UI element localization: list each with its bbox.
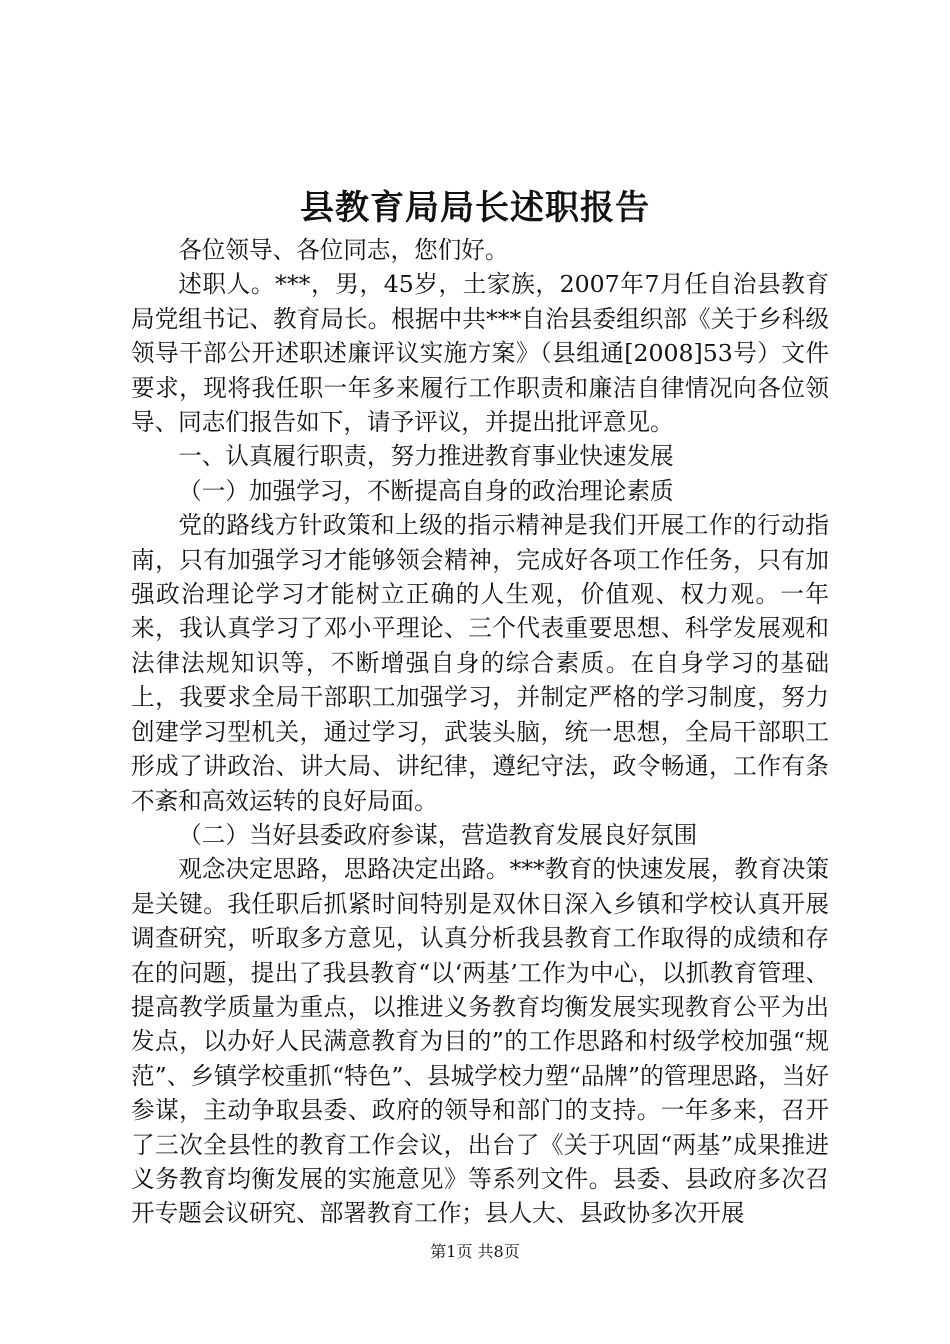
- page-title: 县教育局局长述职报告: [300, 188, 650, 228]
- greeting-paragraph: 各位领导、各位同志，您们好。: [178, 236, 509, 264]
- intro-paragraph: 述职人。***，男，45岁，土家族，2007年7月任自治县教育局党组书记、教育局长。根据中共***自治县委组织部《关于乡科级领导干部公开述职述廉评议实施方案》（县组通[2008]53号）文件要求，现将我任职一年多来履行工作职责和廉洁自律情况向各位领导、同志们报告如下，请予评议，并提出批评意见。: [131, 270, 829, 437]
- subsection-heading-1: （一）加强学习，不断提高自身的政治理论素质: [178, 476, 674, 505]
- subsection-heading-2: （二）当好县委政府参谋，营造教育发展良好氛围: [178, 820, 698, 849]
- body-paragraph-1: 党的路线方针政策和上级的指示精神是我们开展工作的行动指南，只有加强学习才能够领会精神，完成好各项工作任务，只有加强政治理论学习才能树立正确的人生观，价值观、权力观。一年来，我认真学习了邓小平理论、三个代表重要思想、科学发展观和法律法规知识等，不断增强自身的综合素质。在自身学习的基础上，我要求全局干部职工加强学习，并制定严格的学习制度，努力创建学习型机关，通过学习，武装头脑，统一思想，全局干部职工形成了讲政治、讲大局、讲纪律，遵纪守法，政令畅通，工作有条不紊和高效运转的良好局面。: [131, 511, 829, 815]
- page-footer: 第1页 共8页: [430, 1242, 520, 1261]
- document-body: [131, 233, 829, 1231]
- body-paragraph-2: 观念决定思路，思路决定出路。***教育的快速发展，教育决策是关键。我任职后抓紧时间特别是双休日深入乡镇和学校认真开展调查研究，听取多方意见，认真分析我县教育工作取得的成绩和存在的问题，提出了我县教育“以‘两基’工作为中心，以抓教育管理、提高教学质量为重点，以推进义务教育均衡发展实现教育公平为出发点，以办好人民满意教育为目的”的工作思路和村级学校加强“规范”、乡镇学校重抓“特色”、县城学校力塑“品牌”的管理思路，当好参谋，主动争取县委、政府的领导和部门的支持。一年多来，召开了三次全县性的教育工作会议，出台了《关于巩固“两基”成果推进义务教育均衡发展的实施意见》等系列文件。县委、县政府多次召开专题会议研究、部署教育工作；县人大、县政协多次开展: [131, 855, 829, 1228]
- section-heading-1: 一、认真履行职责，努力推进教育事业快速发展: [178, 442, 674, 471]
